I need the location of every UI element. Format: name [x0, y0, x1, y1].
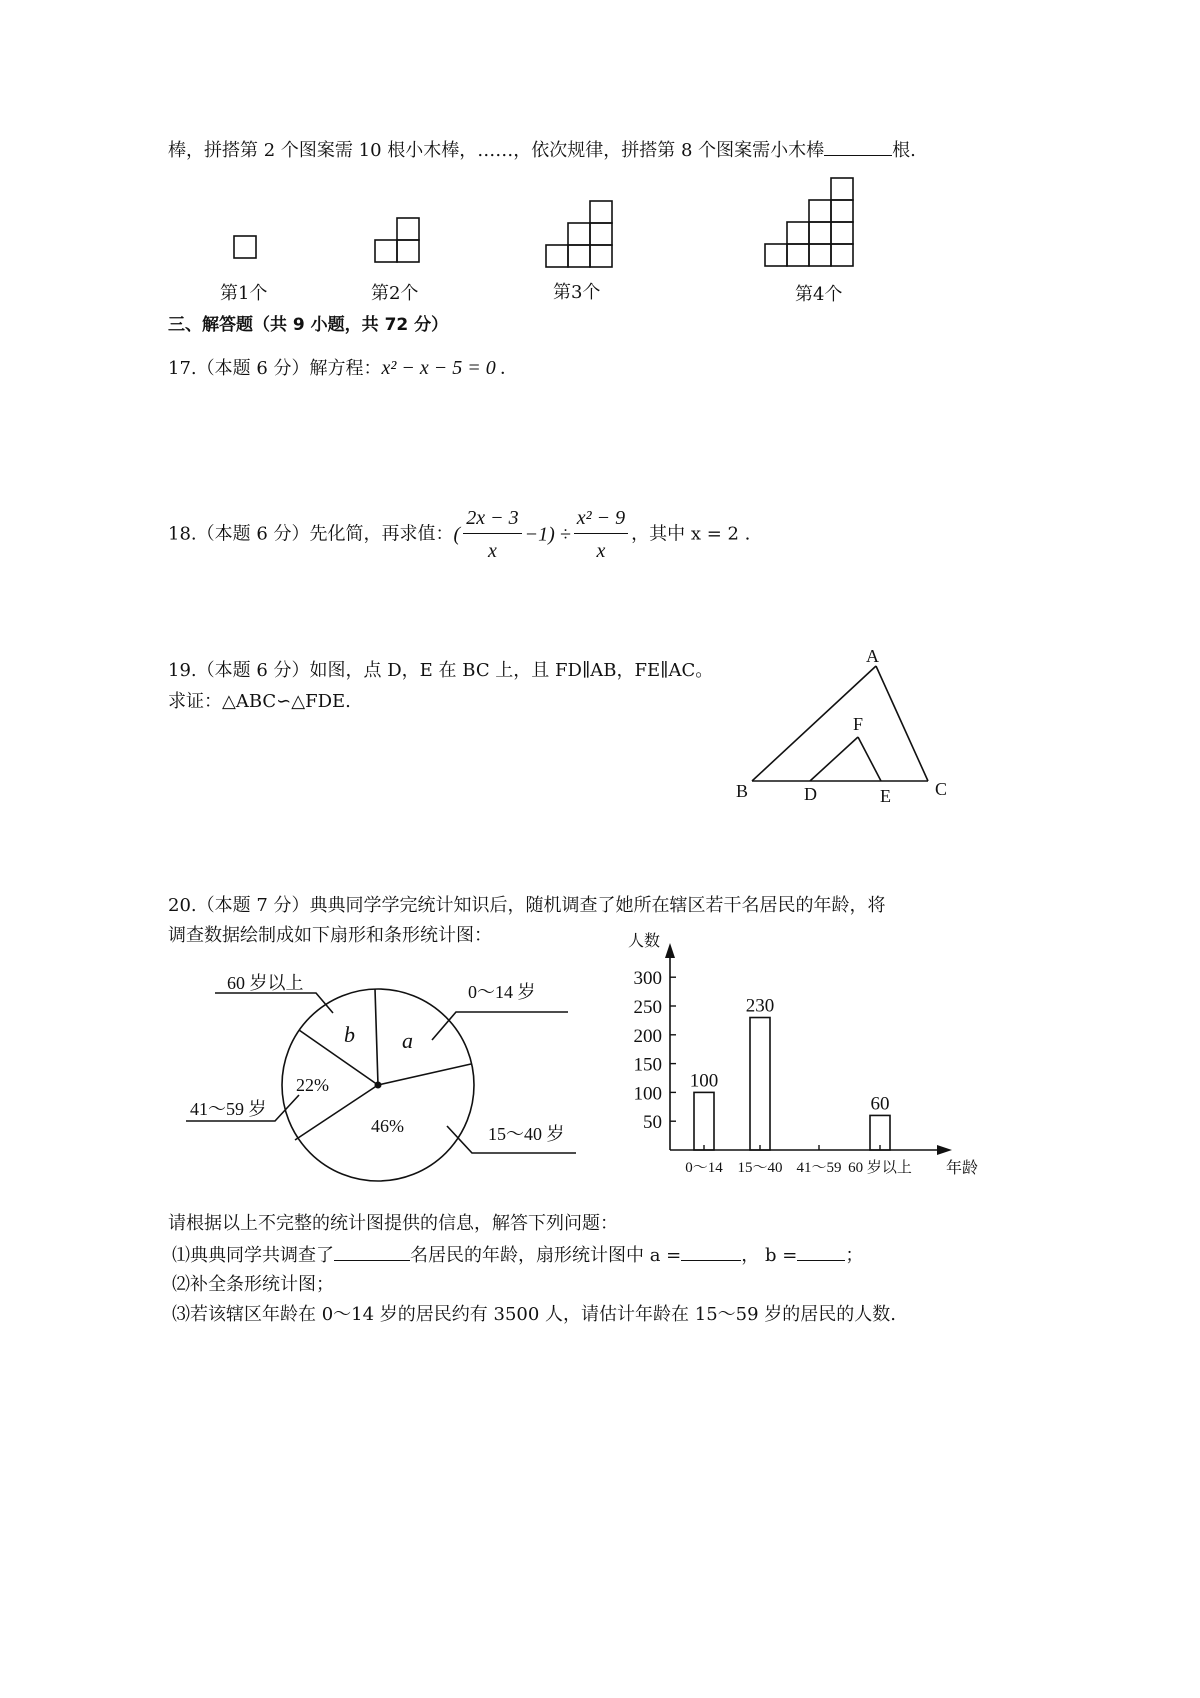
y-tick-label: 250: [633, 997, 662, 1018]
bar: [870, 1115, 890, 1150]
q18-fraction-1-denominator: x: [487, 540, 497, 562]
q19-line2: 求证：△ABC∽△FDE.: [168, 691, 351, 712]
y-axis-arrow: [665, 943, 675, 958]
q16-answer-blank[interactable]: [824, 139, 892, 156]
point-label-b: B: [736, 781, 749, 801]
x-category-label: 41～59: [796, 1160, 842, 1175]
q20-b-blank[interactable]: [797, 1244, 845, 1261]
y-tick-label: 300: [633, 968, 662, 990]
q18-middle: −1) ÷: [524, 523, 571, 546]
q20-a-blank[interactable]: [681, 1244, 741, 1261]
y-tick-label: 50: [643, 1112, 662, 1134]
q20-bar-chart: [590, 930, 990, 1175]
bar-value-label: 230: [745, 995, 775, 1017]
q17-prefix: 17.（本题 6 分）解方程：: [168, 358, 382, 379]
q19-triangle-figure: [0, 640, 1200, 820]
pie-label-over60: 60 岁以上: [227, 973, 304, 993]
q20-intro: 请根据以上不完整的统计图提供的信息，解答下列问题：: [168, 1213, 618, 1234]
bar: [750, 1018, 770, 1150]
q20-sub1-part-a: ⑴典典同学共调查了: [172, 1245, 334, 1266]
pie-label-15-40: 15～40 岁: [488, 1124, 565, 1144]
bar-value-label: 60: [870, 1093, 890, 1115]
point-label-d: D: [804, 784, 817, 804]
q18: 18.（本题 6 分）先化简，再求值：( $\frac{2x - 3}{x}$ −1) ÷ $\frac{\text{x² − 9}}{x}$ ，其中 x = 2 .: [168, 507, 751, 562]
q18-fraction-2-denominator: x: [596, 540, 606, 562]
q16-text-part2: 根.: [892, 140, 916, 161]
q16-text: [168, 139, 916, 162]
q20-sub3: ⑶若该辖区年龄在 0～14 岁的居民约有 3500 人，请估计年龄在 15～59 岁的居民的人数.: [172, 1304, 897, 1325]
segment-ac: [876, 666, 928, 781]
y-tick-label: 150: [633, 1054, 662, 1076]
pie-label-0-14: 0～14 岁: [468, 982, 536, 1002]
point-label-a: A: [866, 646, 879, 666]
pie-radius-top: [375, 989, 378, 1085]
q20-pie-chart: [180, 960, 620, 1200]
bar: [694, 1092, 714, 1150]
q20-sub1-part-c: ， b =: [741, 1245, 798, 1266]
q16-text-part1: 棒，拼搭第 2 个图案需 10 根小木棒，……，依次规律，拼搭第 8 个图案需小木棒: [168, 140, 825, 161]
section-heading: 三、解答题（共 9 小题，共 72 分）: [168, 315, 449, 335]
q18-fraction-2-numerator: x² − 9: [574, 505, 628, 534]
q17-equation: x² − x − 5 = 0 .: [381, 357, 506, 379]
pie-label-a: a: [402, 1028, 413, 1053]
point-label-f: F: [853, 714, 864, 734]
y-axis-label: 人数: [628, 933, 661, 950]
q20-sub2: ⑵补全条形统计图；: [172, 1274, 334, 1295]
x-category-label: 15～40: [737, 1160, 783, 1175]
x-category-label: 60 岁以上: [848, 1160, 912, 1175]
q20-sub1-part-b: 名居民的年龄，扇形统计图中 a =: [410, 1245, 682, 1266]
q20-line2: 调查数据绘制成如下扇形和条形统计图：: [168, 925, 492, 946]
q20-total-blank[interactable]: [334, 1244, 410, 1261]
q20-sub1-part-d: ；: [845, 1245, 864, 1266]
q19-line1: 19.（本题 6 分）如图，点 D，E 在 BC 上，且 FD∥AB，FE∥AC。: [168, 660, 714, 681]
bar-value-label: 100: [689, 1070, 719, 1092]
pie-label-b: b: [344, 1022, 355, 1047]
pie-center-dot: [375, 1082, 382, 1089]
pie-label-41-59: 41～59 岁: [190, 1099, 267, 1119]
q18-fraction-2: [574, 505, 628, 564]
q18-fraction-1: [463, 505, 521, 564]
q20-sub1: [172, 1244, 863, 1267]
y-tick-label: 200: [633, 1025, 662, 1047]
leader-over60: [215, 993, 333, 1013]
x-axis-label: 年龄: [946, 1160, 979, 1175]
pie-label-46pct: 46%: [371, 1116, 404, 1136]
q18-suffix: ，其中 x = 2 .: [631, 523, 751, 545]
y-tick-label: 100: [633, 1083, 662, 1105]
q20-line1: 20.（本题 7 分）典典同学学完统计知识后，随机调查了她所在辖区若干名居民的年龄，将: [168, 895, 886, 916]
pie-label-22pct: 22%: [296, 1075, 329, 1095]
segment-fd: [810, 737, 858, 781]
point-label-e: E: [880, 786, 891, 806]
q16-caption-3: 第3个: [553, 282, 601, 303]
x-axis-arrow: [937, 1145, 952, 1155]
point-label-c: C: [935, 779, 948, 799]
pie-radius-right: [378, 1064, 471, 1085]
q18-fraction-1-numerator: 2x − 3: [463, 505, 521, 534]
q16-caption-2: 第2个: [371, 283, 419, 304]
segment-fe: [858, 737, 881, 781]
q18-prefix: 18.（本题 6 分）先化简，再求值：: [168, 523, 454, 545]
q16-caption-4: 第4个: [795, 284, 843, 305]
q17: [168, 357, 506, 380]
q16-caption-1: 第1个: [220, 283, 268, 304]
leader-0-14: [432, 1012, 568, 1040]
x-category-label: 0～14: [685, 1160, 723, 1175]
